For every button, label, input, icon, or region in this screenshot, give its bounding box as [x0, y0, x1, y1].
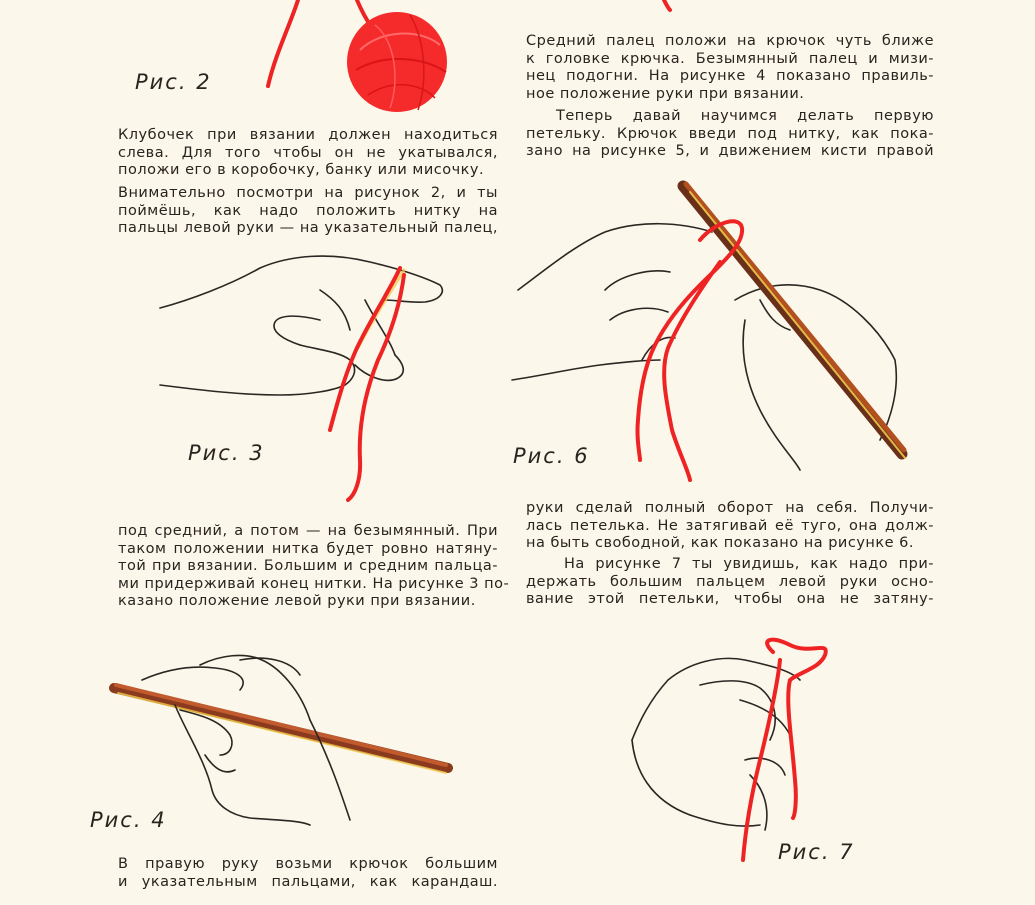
text-line: казано положение левой руки при вязании.	[118, 593, 476, 609]
text-line: ми придерживай конец нитки. На рисунке 3 по-	[118, 575, 510, 592]
text-line: поймёшь, как надо положить нитку на	[118, 202, 498, 219]
paragraph-figure-7	[526, 556, 934, 609]
text-line: ное положение руки при вязании.	[526, 85, 805, 102]
text-line: нец подогни. На рисунке 4 показано правиль-	[526, 68, 934, 84]
text-line: петельку. Крючок введи под нитку, как пока-	[526, 125, 934, 142]
text-line: руки сделай полный оборот на себя. Получи-	[526, 500, 934, 516]
figure-4-caption: Рис. 4	[90, 808, 167, 832]
figure-7-caption: Рис. 7	[778, 840, 855, 864]
text-line: под средний, а потом — на безымянный. При	[118, 523, 498, 539]
text-line: Теперь давай научимся делать первую	[556, 108, 934, 124]
text-line: таком положении нитка будет ровно натяну-	[118, 540, 498, 557]
text-line: к головке крючка. Безымянный палец и мизи-	[526, 50, 934, 67]
paragraph-first-loop	[526, 108, 934, 161]
text-line: положи его в коробочку, банку или мисочку.	[118, 162, 485, 178]
text-line: лась петелька. Не затягивай её туго, она долж-	[526, 517, 934, 534]
text-line: В правую руку возьми крючок большим	[118, 856, 498, 872]
paragraph-hold-hook	[118, 856, 498, 891]
text-line: пальцы левой руки — на указательный палец,	[118, 220, 498, 236]
text-line: Внимательно посмотри на рисунок 2, и ты	[118, 185, 498, 201]
text-line: и указательным пальцами, как карандаш.	[118, 873, 498, 890]
text-line: Средний палец положи на крючок чуть ближе	[526, 33, 934, 49]
paragraph-thread-tension	[118, 523, 510, 611]
text-line: держать большим пальцем левой руки осно-	[526, 573, 934, 590]
text-line: Клубочек при вязании должен находиться	[118, 127, 498, 143]
paragraph-look-at-figure-2	[118, 185, 498, 238]
text-line: зано на рисунке 5, и движением кисти правой	[526, 143, 934, 159]
text-line: той при вязании. Большим и средним пальца-	[118, 558, 498, 574]
paragraph-middle-finger	[526, 33, 934, 103]
paragraph-yarn-ball-position	[118, 127, 498, 180]
figure-2-caption: Рис. 2	[135, 70, 212, 94]
text-line: На рисунке 7 ты увидишь, как надо при-	[564, 556, 934, 572]
figure-3-caption: Рис. 3	[188, 441, 265, 465]
text-line: вание этой петельки, чтобы она не затяну-	[526, 591, 934, 607]
figure-6-caption: Рис. 6	[513, 444, 590, 468]
paragraph-full-turn	[526, 500, 934, 553]
text-line: на быть свободной, как показано на рисунке 6.	[526, 535, 915, 551]
text-line: слева. Для того чтобы он не укатывался,	[118, 144, 498, 161]
